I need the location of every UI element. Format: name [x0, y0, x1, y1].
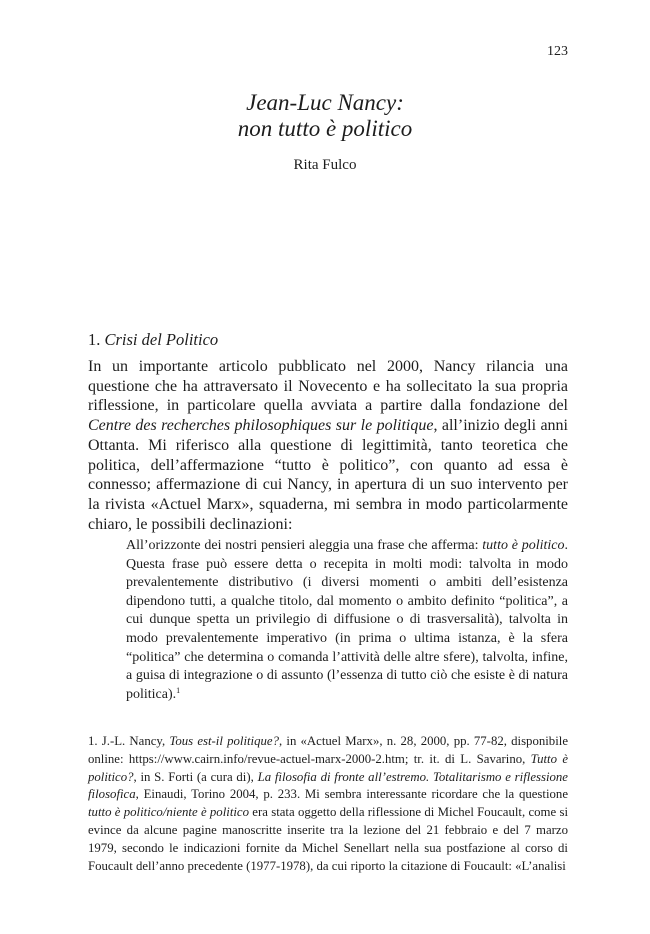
footnote-part: 1. J.-L. Nancy,: [88, 734, 170, 748]
author-name: Rita Fulco: [293, 157, 357, 173]
footnote-part: , Einaudi, Torino 2004, p. 233. Mi sembra interessante ricordare che la questione: [135, 787, 568, 802]
footnote-reference: 1: [176, 685, 181, 695]
section-title: Crisi del Politico: [104, 330, 219, 349]
body-text: [88, 357, 568, 534]
quote-text-part: All’orizzonte dei nostri pensieri aleggia una frase che afferma:: [126, 538, 483, 553]
footnote-italic: La filosofia di fronte all’estremo. Totalitarismo e riflessione filosofica: [88, 769, 568, 802]
quote-text-part: . Questa frase può essere detta o recepita in molti modi: talvolta in modo prevalentemente distributivo (i diversi momenti o ambiti dell’esistenza dipendono tutti, a qualche titolo, dal momento o ambito definito “politica”, a cui dunque spetta un privilegio di diffusione o di trasversalità), talvolta in modo prevalentemente imperativo (in prima o ultima istanza, è la sfera “politica” che determina o comanda l’attività delle altre sfere), talvolta, infine, a guisa di integrazione o di assunto (l’essenza di tutto ciò che esiste è di natura politica).: [126, 538, 568, 702]
footnote-part: , in S. Forti (a cura di),: [133, 769, 258, 784]
footnote-italic: Tous est-il politique?: [169, 734, 279, 748]
article-title: [0, 90, 650, 142]
quote-paragraph: [126, 537, 568, 704]
footnote-italic: Tutto è politico?: [88, 751, 568, 784]
footnote-part: , in «Actuel Marx», n. 28, 2000, pp. 77-82, disponibile online: https://www.cairn.info/revue-actuel-marx-2000-2.htm; tr. it. di L. Savarino,: [88, 734, 569, 766]
footnote-part: era stata oggetto della riflessione di Michel Foucault, come si evince da alcune pagine manoscritte inserite tra la lezione del 21 febbraio e del 7 marzo 1979, secondo le indicazioni fornite da Michel Senellart nella sua postfazione al corso di Foucault dell’anno precedente (1977-1978), da cui riporto la citazione di Foucault: «L’analisi: [88, 805, 568, 873]
body-paragraph: [88, 357, 568, 534]
body-text-italic: Centre des recherches philosophiques sur le politique: [88, 417, 434, 435]
body-text-part: In un importante articolo pubblicato nel 2000, Nancy rilancia una questione che ha attraversato il Novecento e ha sollecitato la sua propria riflessione, in particolare quella avviata a partire dalla fondazione del: [88, 358, 568, 415]
block-quote: [126, 537, 568, 704]
body-text-part: , all’inizio degli anni Ottanta. Mi riferisco alla questione di legittimità, tanto teoretica che politica, dell’affermazione “tutto è politico”, con quanto ad essa è connesso; affermazione di cui Nancy, in apertura di un suo intervento per la rivista «Actuel Marx», squaderna, mi sembra in modo particolarmente chiaro, le possibili declinazioni:: [88, 417, 568, 533]
section-heading: [88, 330, 218, 350]
footnote-paragraph: [88, 733, 568, 875]
quote-text-italic: tutto è politico: [482, 538, 565, 553]
footnote-italic: tutto è politico/niente è politico: [88, 805, 250, 820]
section-number: 1.: [88, 330, 101, 349]
page-number: 123: [547, 44, 568, 59]
title-line-2: non tutto è politico: [237, 116, 413, 141]
title-line-1: Jean-Luc Nancy:: [246, 90, 404, 115]
footnote: [88, 733, 568, 875]
